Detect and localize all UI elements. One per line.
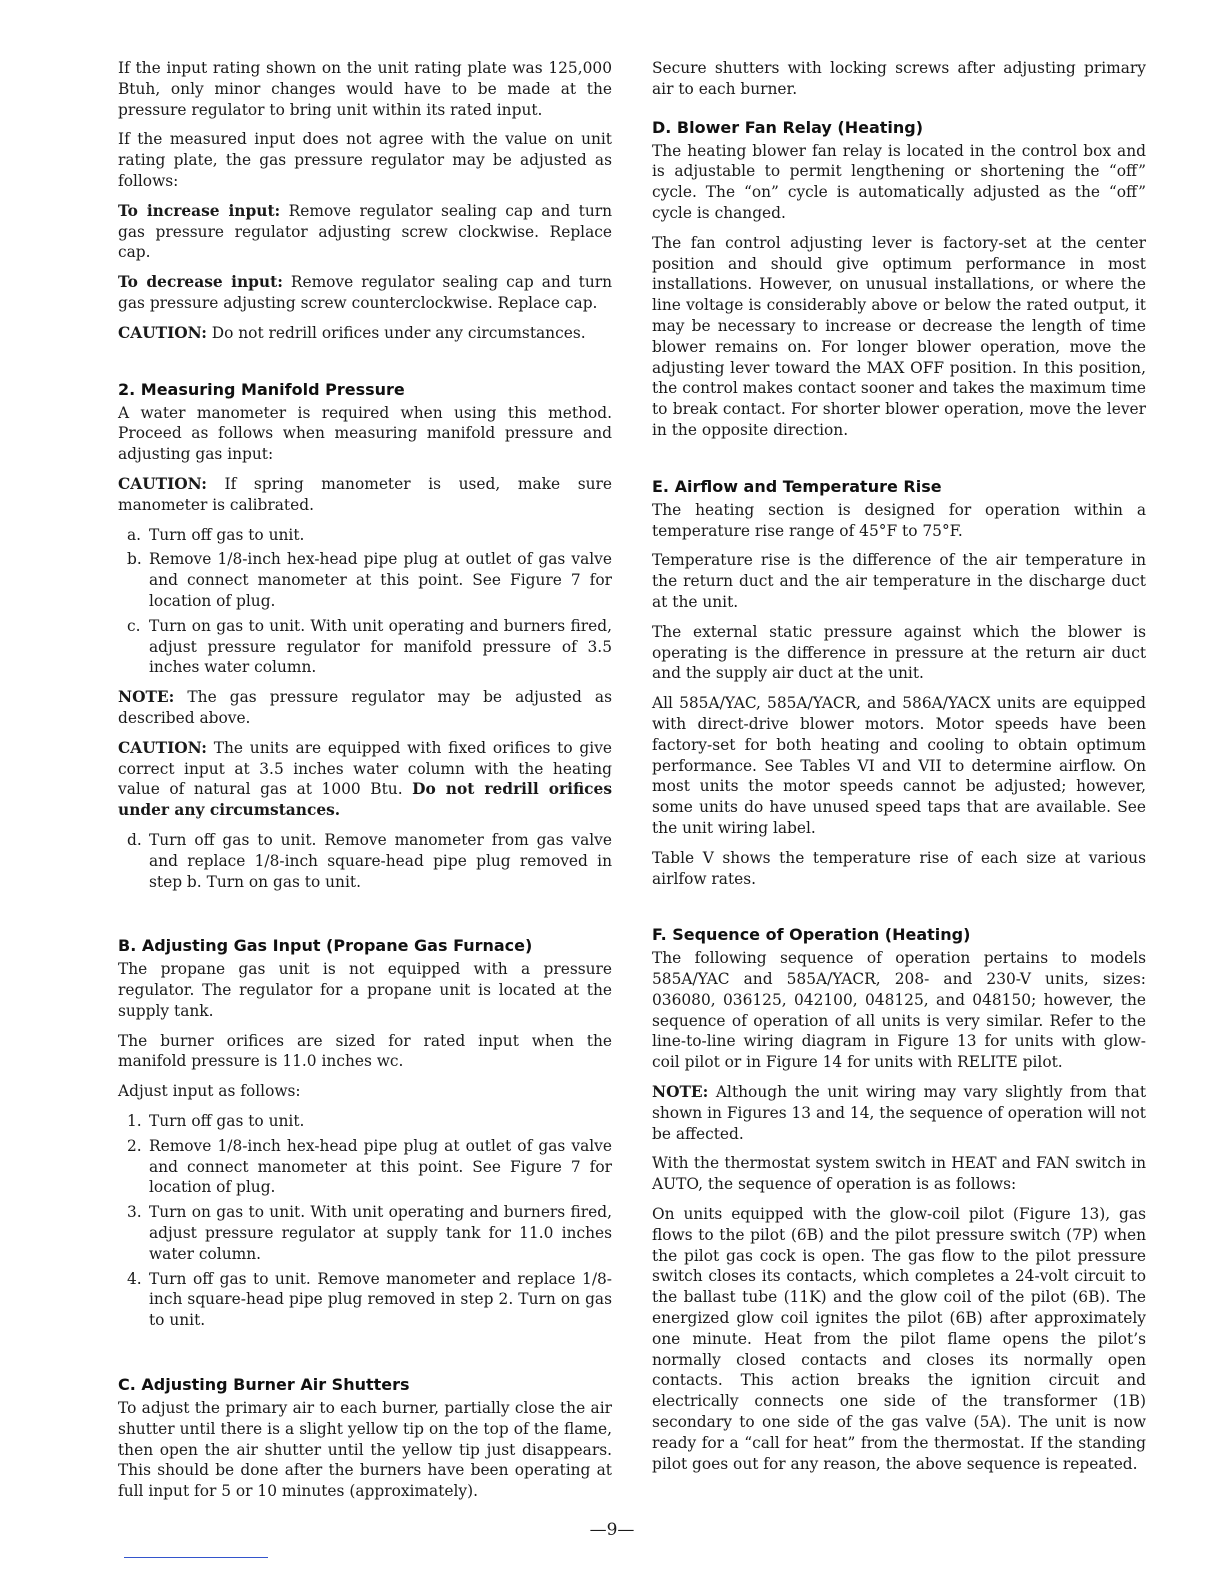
paragraph: A water manometer is required when using this method. Proceed as follows when measuring manifold pressure and adjusting gas input: bbox=[118, 403, 612, 464]
paragraph-text: Remove regulator sealing cap and turn gas pressure regulator adjusting screw clockwise. Replace cap. bbox=[118, 201, 613, 262]
paragraph: With the thermostat system switch in HEAT and FAN switch in AUTO, the sequence of operation is as follows: bbox=[652, 1154, 1146, 1194]
paragraph-text: The gas pressure regulator may be adjusted as described above. bbox=[118, 688, 612, 727]
paragraph: Table V shows the temperature rise of each size at various airlfow rates. bbox=[652, 848, 1146, 888]
paragraph: All 585A/YAC, 585A/YACR, and 586A/YACX units are equipped with direct-drive blower motors. Motor speeds have been factory-set for both heating and cooling to obtain optimum performance. See Tables VI and VII to determine airflow. On most units the motor speeds cannot be adjusted; however, some units do have unused speed taps that are available. See the unit wiring label. bbox=[652, 694, 1146, 837]
caution-paragraph bbox=[118, 474, 612, 516]
section-heading: F. Sequence of Operation (Heating) bbox=[652, 925, 971, 945]
caution-paragraph bbox=[118, 738, 612, 821]
right-column bbox=[652, 58, 1146, 1483]
caution-label: CAUTION: bbox=[118, 474, 207, 493]
paragraph: Temperature rise is the difference of the air temperature in the return duct and the air temperature in the discharge duct at the unit. bbox=[652, 551, 1146, 611]
paragraph: The fan control adjusting lever is factory-set at the center position and should give optimum performance in most installations. However, on unusual installations, or where the line voltage is considerably above or below the rated output, it may be necessary to increase or decrease the length of time blower remains on. For longer blower operation, move the adjusting lever toward the MAX OFF position. In this position, the control makes contact sooner and takes the maximum time to break contact. For shorter blower operation, move the lever in the opposite direction. bbox=[652, 233, 1146, 439]
section-heading: E. Airflow and Temperature Rise bbox=[652, 476, 942, 496]
list-item bbox=[118, 1269, 612, 1331]
paragraph-text: Remove regulator sealing cap and turn gas pressure adjusting screw counterclockwise. Replace cap. bbox=[118, 273, 613, 312]
paragraph-text: If spring manometer is used, make sure manometer is calibrated. bbox=[118, 474, 612, 514]
section-heading: C. Adjusting Burner Air Shutters bbox=[118, 1375, 410, 1395]
list-text: Turn on gas to unit. With unit operating and burners fired, adjust pressure regulator at supply tank for 11.0 inches water column. bbox=[149, 1203, 612, 1263]
paragraph: The following sequence of operation pertains to models 585A/YAC and 585A/YACR, 208- and 230-V units, sizes: 036080, 036125, 042100, 048125, and 048150; however, the sequence of operation of all units is very similar. Refer to the line-to-line wiring diagram in Figure 13 for units with glow-coil pilot or in Figure 14 for units with RELITE pilot. bbox=[652, 949, 1146, 1072]
list-marker: 4. bbox=[127, 1269, 142, 1288]
list-item bbox=[118, 1111, 612, 1132]
list-item bbox=[118, 830, 612, 892]
step-list bbox=[118, 830, 612, 892]
list-text: Remove 1/8-inch hex-head pipe plug at outlet of gas valve and connect manometer at this point. See Figure 7 for location of plug. bbox=[149, 1136, 612, 1197]
paragraph-text: Although the unit wiring may vary slightly from that shown in Figures 13 and 14, the sequence of operation will not be affected. bbox=[652, 1083, 1146, 1143]
list-item bbox=[118, 525, 612, 546]
paragraph: The burner orifices are sized for rated input when the manifold pressure is 11.0 inches wc. bbox=[118, 1031, 612, 1071]
list-text: Turn on gas to unit. With unit operating and burners fired, adjust pressure regulator for manifold pressure of 3.5 inches water column. bbox=[149, 616, 612, 677]
list-marker: 2. bbox=[127, 1136, 142, 1155]
note-paragraph bbox=[118, 687, 612, 729]
paragraph: To adjust the primary air to each burner, partially close the air shutter until there is a slight yellow tip on the top of the flame, then open the air shutter until the yellow tip just disappears. This should be done after the burners have been operating at full input for 5 or 10 minutes (approximately). bbox=[118, 1399, 612, 1501]
caution-paragraph bbox=[118, 323, 612, 344]
lead-in: To increase input: bbox=[118, 201, 281, 220]
list-marker: b. bbox=[127, 550, 142, 569]
list-item bbox=[118, 1202, 612, 1264]
section-heading: D. Blower Fan Relay (Heating) bbox=[652, 117, 924, 137]
paragraph: The heating section is designed for operation within a temperature rise range of 45°F to 75°F. bbox=[652, 500, 1146, 540]
list-marker: 1. bbox=[127, 1112, 142, 1131]
left-column bbox=[118, 58, 612, 1511]
paragraph: If the measured input does not agree with the value on unit rating plate, the gas pressure regulator may be adjusted as follows: bbox=[118, 130, 612, 190]
list-item bbox=[118, 616, 612, 678]
increase-input-paragraph bbox=[118, 201, 612, 263]
decrease-input-paragraph bbox=[118, 272, 612, 314]
section-heading: B. Adjusting Gas Input (Propane Gas Furnace) bbox=[118, 936, 533, 956]
list-marker: a. bbox=[127, 525, 142, 544]
step-list bbox=[118, 525, 612, 679]
list-marker: 3. bbox=[127, 1203, 142, 1222]
step-list bbox=[118, 1111, 612, 1331]
paragraph: Adjust input as follows: bbox=[118, 1082, 301, 1101]
paragraph-text: The units are equipped with fixed orifices to give correct input at 3.5 inches water column with the heating value of natural gas at 1000 Btu. bbox=[118, 738, 612, 799]
list-marker: d. bbox=[127, 830, 142, 849]
note-paragraph bbox=[652, 1082, 1146, 1144]
list-marker: c. bbox=[127, 616, 141, 635]
footer-rule bbox=[124, 1557, 268, 1558]
page-number: —9— bbox=[589, 1520, 635, 1540]
list-text: Turn off gas to unit. Remove manometer and replace 1/8-inch square-head pipe plug removed in step 2. Turn on gas to unit. bbox=[149, 1269, 612, 1330]
paragraph: On units equipped with the glow-coil pilot (Figure 13), gas flows to the pilot (6B) and the pilot pressure switch (7P) when the pilot gas cock is open. The gas flow to the pilot pressure switch closes its contacts, which completes a 24-volt circuit to the ballast tube (11K) and the glow coil of the pilot (6B). The energized glow coil ignites the pilot (6B) after approximately one minute. Heat from the pilot flame opens the pilot’s normally closed contacts and closes its normally open contacts. This action breaks the ignition circuit and electrically connects one side of the transformer (1B) secondary to one side of the gas valve (5A). The unit is now ready for a “call for heat” from the thermostat. If the standing pilot goes out for any reason, the above sequence is repeated. bbox=[652, 1205, 1146, 1473]
paragraph: The external static pressure against which the blower is operating is the difference in pressure at the return air duct and the supply air duct at the unit. bbox=[652, 622, 1146, 683]
paragraph-text: Do not redrill orifices under any circumstances. bbox=[206, 323, 586, 342]
caution-label: CAUTION: bbox=[118, 738, 207, 757]
note-label: NOTE: bbox=[118, 688, 175, 707]
paragraph: Secure shutters with locking screws after adjusting primary air to each burner. bbox=[652, 59, 1146, 98]
bold-warning: Do not redrill orifices under any circumstances. bbox=[118, 780, 612, 820]
note-label: NOTE: bbox=[652, 1083, 709, 1102]
list-text: Turn off gas to unit. bbox=[149, 525, 305, 544]
paragraph: The heating blower fan relay is located in the control box and is adjustable to permit lengthening or shortening the “off” cycle. The “on” cycle is automatically adjusted as the “off” cycle is changed. bbox=[652, 141, 1146, 222]
list-item bbox=[118, 1136, 612, 1198]
paragraph: If the input rating shown on the unit rating plate was 125,000 Btuh, only minor changes would have to be made at the pressure regulator to bring unit within its rated input. bbox=[118, 59, 612, 119]
paragraph: The propane gas unit is not equipped with a pressure regulator. The regulator for a propane unit is located at the supply tank. bbox=[118, 960, 612, 1020]
list-text: Turn off gas to unit. bbox=[149, 1112, 305, 1131]
list-text: Turn off gas to unit. Remove manometer from gas valve and replace 1/8-inch square-head pipe plug removed in step b. Turn on gas to unit. bbox=[149, 830, 612, 891]
section-heading: 2. Measuring Manifold Pressure bbox=[118, 379, 405, 399]
lead-in: To decrease input: bbox=[118, 273, 283, 292]
list-item bbox=[118, 549, 612, 611]
list-text: Remove 1/8-inch hex-head pipe plug at outlet of gas valve and connect manometer at this point. See Figure 7 for location of plug. bbox=[149, 550, 612, 610]
caution-label: CAUTION: bbox=[118, 323, 207, 342]
